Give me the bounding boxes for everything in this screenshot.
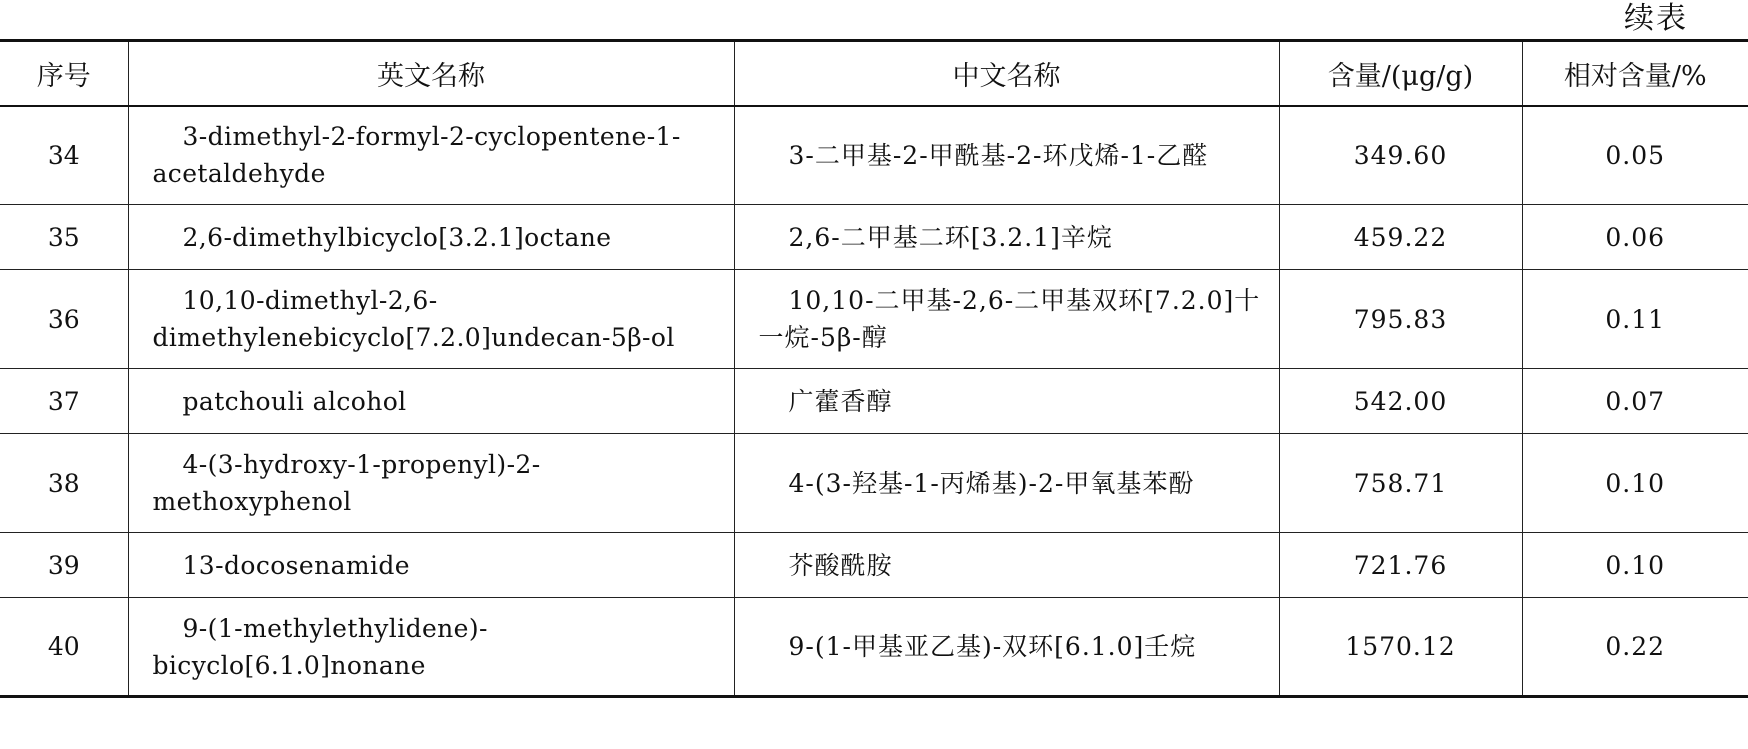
- cell-index: 34: [0, 106, 128, 205]
- compound-table: [0, 39, 1748, 698]
- header-english-name: 英文名称: [128, 41, 734, 106]
- table-row: [0, 205, 1748, 270]
- cell-english-name: 2,6-dimethylbicyclo[3.2.1]octane: [128, 205, 734, 270]
- cell-relative-content: 0.05: [1522, 106, 1748, 205]
- cell-relative-content: 0.22: [1522, 598, 1748, 697]
- cell-index: 39: [0, 533, 128, 598]
- cell-content: 1570.12: [1279, 598, 1522, 697]
- cell-content: 758.71: [1279, 434, 1522, 533]
- cell-content: 795.83: [1279, 270, 1522, 369]
- header-content: 含量/(μg/g): [1279, 41, 1522, 106]
- cell-relative-content: 0.10: [1522, 434, 1748, 533]
- cell-index: 37: [0, 369, 128, 434]
- cell-english-name: 13-docosenamide: [128, 533, 734, 598]
- cell-chinese-name: 2,6-二甲基二环[3.2.1]辛烷: [734, 205, 1279, 270]
- cell-english-name: 4-(3-hydroxy-1-propenyl)-2-methoxyphenol: [128, 434, 734, 533]
- header-index: 序号: [0, 41, 128, 106]
- cell-relative-content: 0.07: [1522, 369, 1748, 434]
- table-body: [0, 106, 1748, 697]
- cell-index: 36: [0, 270, 128, 369]
- header-row: [0, 41, 1748, 106]
- table-row: [0, 369, 1748, 434]
- table-header: [0, 41, 1748, 106]
- cell-index: 35: [0, 205, 128, 270]
- continued-table-label: 续表: [1624, 1, 1688, 36]
- table-row: [0, 270, 1748, 369]
- cell-chinese-name: 4-(3-羟基-1-丙烯基)-2-甲氧基苯酚: [734, 434, 1279, 533]
- cell-chinese-name: 广藿香醇: [734, 369, 1279, 434]
- cell-content: 459.22: [1279, 205, 1522, 270]
- cell-chinese-name: 9-(1-甲基亚乙基)-双环[6.1.0]壬烷: [734, 598, 1279, 697]
- cell-relative-content: 0.11: [1522, 270, 1748, 369]
- table-row: [0, 106, 1748, 205]
- header-chinese-name: 中文名称: [734, 41, 1279, 106]
- cell-chinese-name: 10,10-二甲基-2,6-二甲基双环[7.2.0]十一烷-5β-醇: [734, 270, 1279, 369]
- cell-content: 721.76: [1279, 533, 1522, 598]
- cell-english-name: 9-(1-methylethylidene)-bicyclo[6.1.0]nonane: [128, 598, 734, 697]
- cell-content: 542.00: [1279, 369, 1522, 434]
- cell-index: 40: [0, 598, 128, 697]
- cell-chinese-name: 3-二甲基-2-甲酰基-2-环戊烯-1-乙醛: [734, 106, 1279, 205]
- header-relative-content: 相对含量/%: [1522, 41, 1748, 106]
- cell-english-name: 10,10-dimethyl-2,6-dimethylenebicyclo[7.2.0]undecan-5β-ol: [128, 270, 734, 369]
- cell-index: 38: [0, 434, 128, 533]
- cell-relative-content: 0.06: [1522, 205, 1748, 270]
- cell-english-name: patchouli alcohol: [128, 369, 734, 434]
- cell-content: 349.60: [1279, 106, 1522, 205]
- cell-relative-content: 0.10: [1522, 533, 1748, 598]
- table-row: [0, 598, 1748, 697]
- table-row: [0, 533, 1748, 598]
- table-row: [0, 434, 1748, 533]
- cell-english-name: 3-dimethyl-2-formyl-2-cyclopentene-1-acetaldehyde: [128, 106, 734, 205]
- cell-chinese-name: 芥酸酰胺: [734, 533, 1279, 598]
